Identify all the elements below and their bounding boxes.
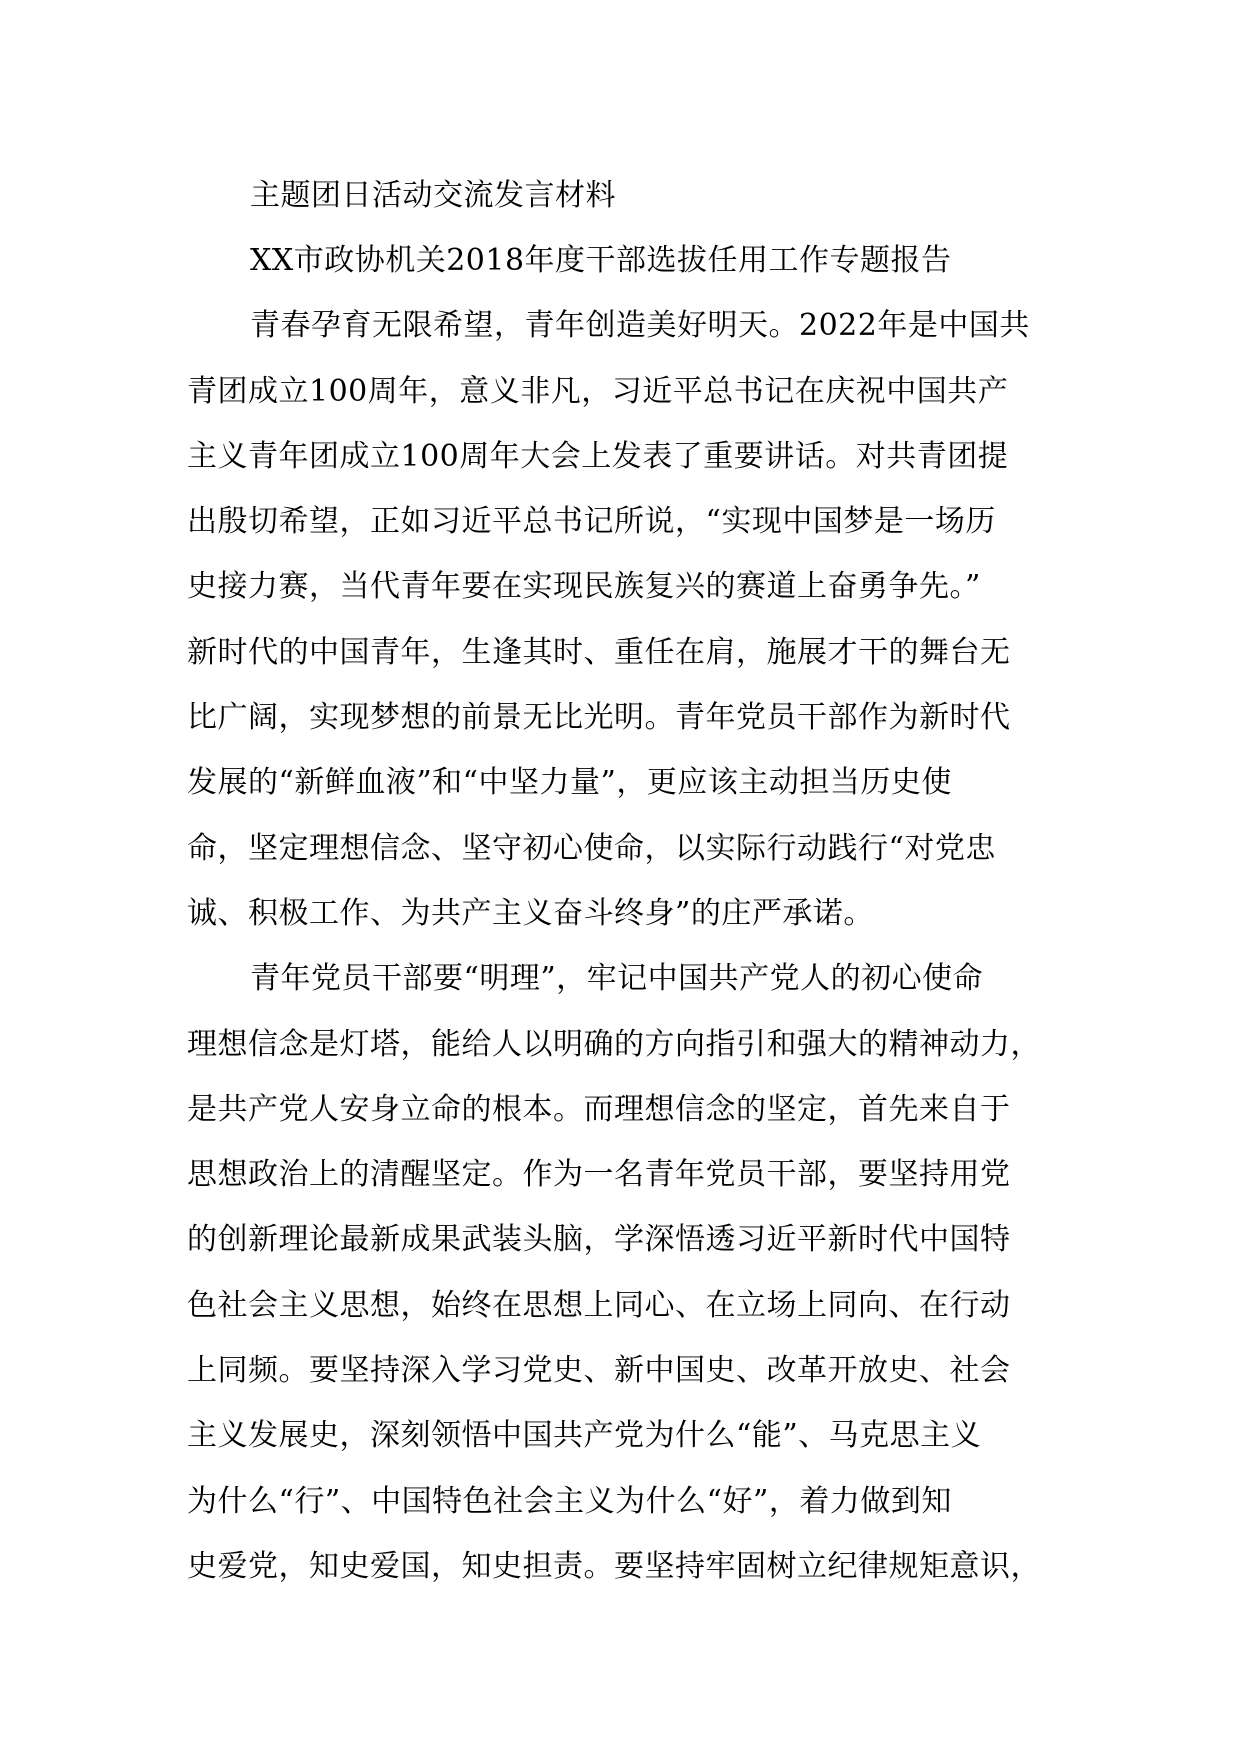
paragraph-line: 是共产党人安身立命的根本。而理想信念的坚定，首先来自于 <box>187 1092 1011 1127</box>
paragraph-line: 出殷切希望，正如习近平总书记所说，“实现中国梦是一场历 <box>187 504 996 539</box>
paragraph-line: 命，坚定理想信念、坚守初心使命，以实际行动践行“对党忠 <box>187 831 996 866</box>
paragraph-line: 上同频。要坚持深入学习党史、新中国史、改革开放史、社会 <box>187 1353 1011 1388</box>
paragraph-line: 新时代的中国青年，生逢其时、重任在肩，施展才干的舞台无 <box>187 635 1011 670</box>
paragraph-line: 史接力赛，当代青年要在实现民族复兴的赛道上奋勇争先。” <box>187 569 981 604</box>
paragraph-line: 为什么“行”、中国特色社会主义为什么“好”，着力做到知 <box>187 1484 952 1519</box>
document-title: 主题团日活动交流发言材料 <box>250 178 616 213</box>
paragraph-line: 青年党员干部要“明理”，牢记中国共产党人的初心使命 <box>250 961 984 996</box>
document-subtitle: XX市政协机关2018年度干部选拔任用工作专题报告 <box>250 243 952 278</box>
paragraph-line: 的创新理论最新成果武装头脑，学深悟透习近平新时代中国特 <box>187 1222 1011 1257</box>
paragraph-line: 主义发展史，深刻领悟中国共产党为什么“能”、马克思主义 <box>187 1418 982 1453</box>
paragraph-line: 理想信念是灯塔，能给人以明确的方向指引和强大的精神动力， <box>187 1027 1041 1062</box>
paragraph-line: 思想政治上的清醒坚定。作为一名青年党员干部，要坚持用党 <box>187 1157 1011 1192</box>
paragraph-line: 发展的“新鲜血液”和“中坚力量”，更应该主动担当历史使 <box>187 765 952 800</box>
paragraph-line: 色社会主义思想，始终在思想上同心、在立场上同向、在行动 <box>187 1288 1011 1323</box>
paragraph-line: 史爱党，知史爱国，知史担责。要坚持牢固树立纪律规矩意识， <box>187 1549 1041 1584</box>
paragraph-line: 比广阔，实现梦想的前景无比光明。青年党员干部作为新时代 <box>187 700 1011 735</box>
paragraph-line: 主义青年团成立100周年大会上发表了重要讲话。对共青团提 <box>187 439 1009 474</box>
paragraph-line: 青春孕育无限希望，青年创造美好明天。2022年是中国共 <box>250 308 1030 343</box>
paragraph-line: 青团成立100周年，意义非凡，习近平总书记在庆祝中国共产 <box>187 374 1009 409</box>
paragraph-line: 诚、积极工作、为共产主义奋斗终身”的庄严承诺。 <box>187 896 874 931</box>
